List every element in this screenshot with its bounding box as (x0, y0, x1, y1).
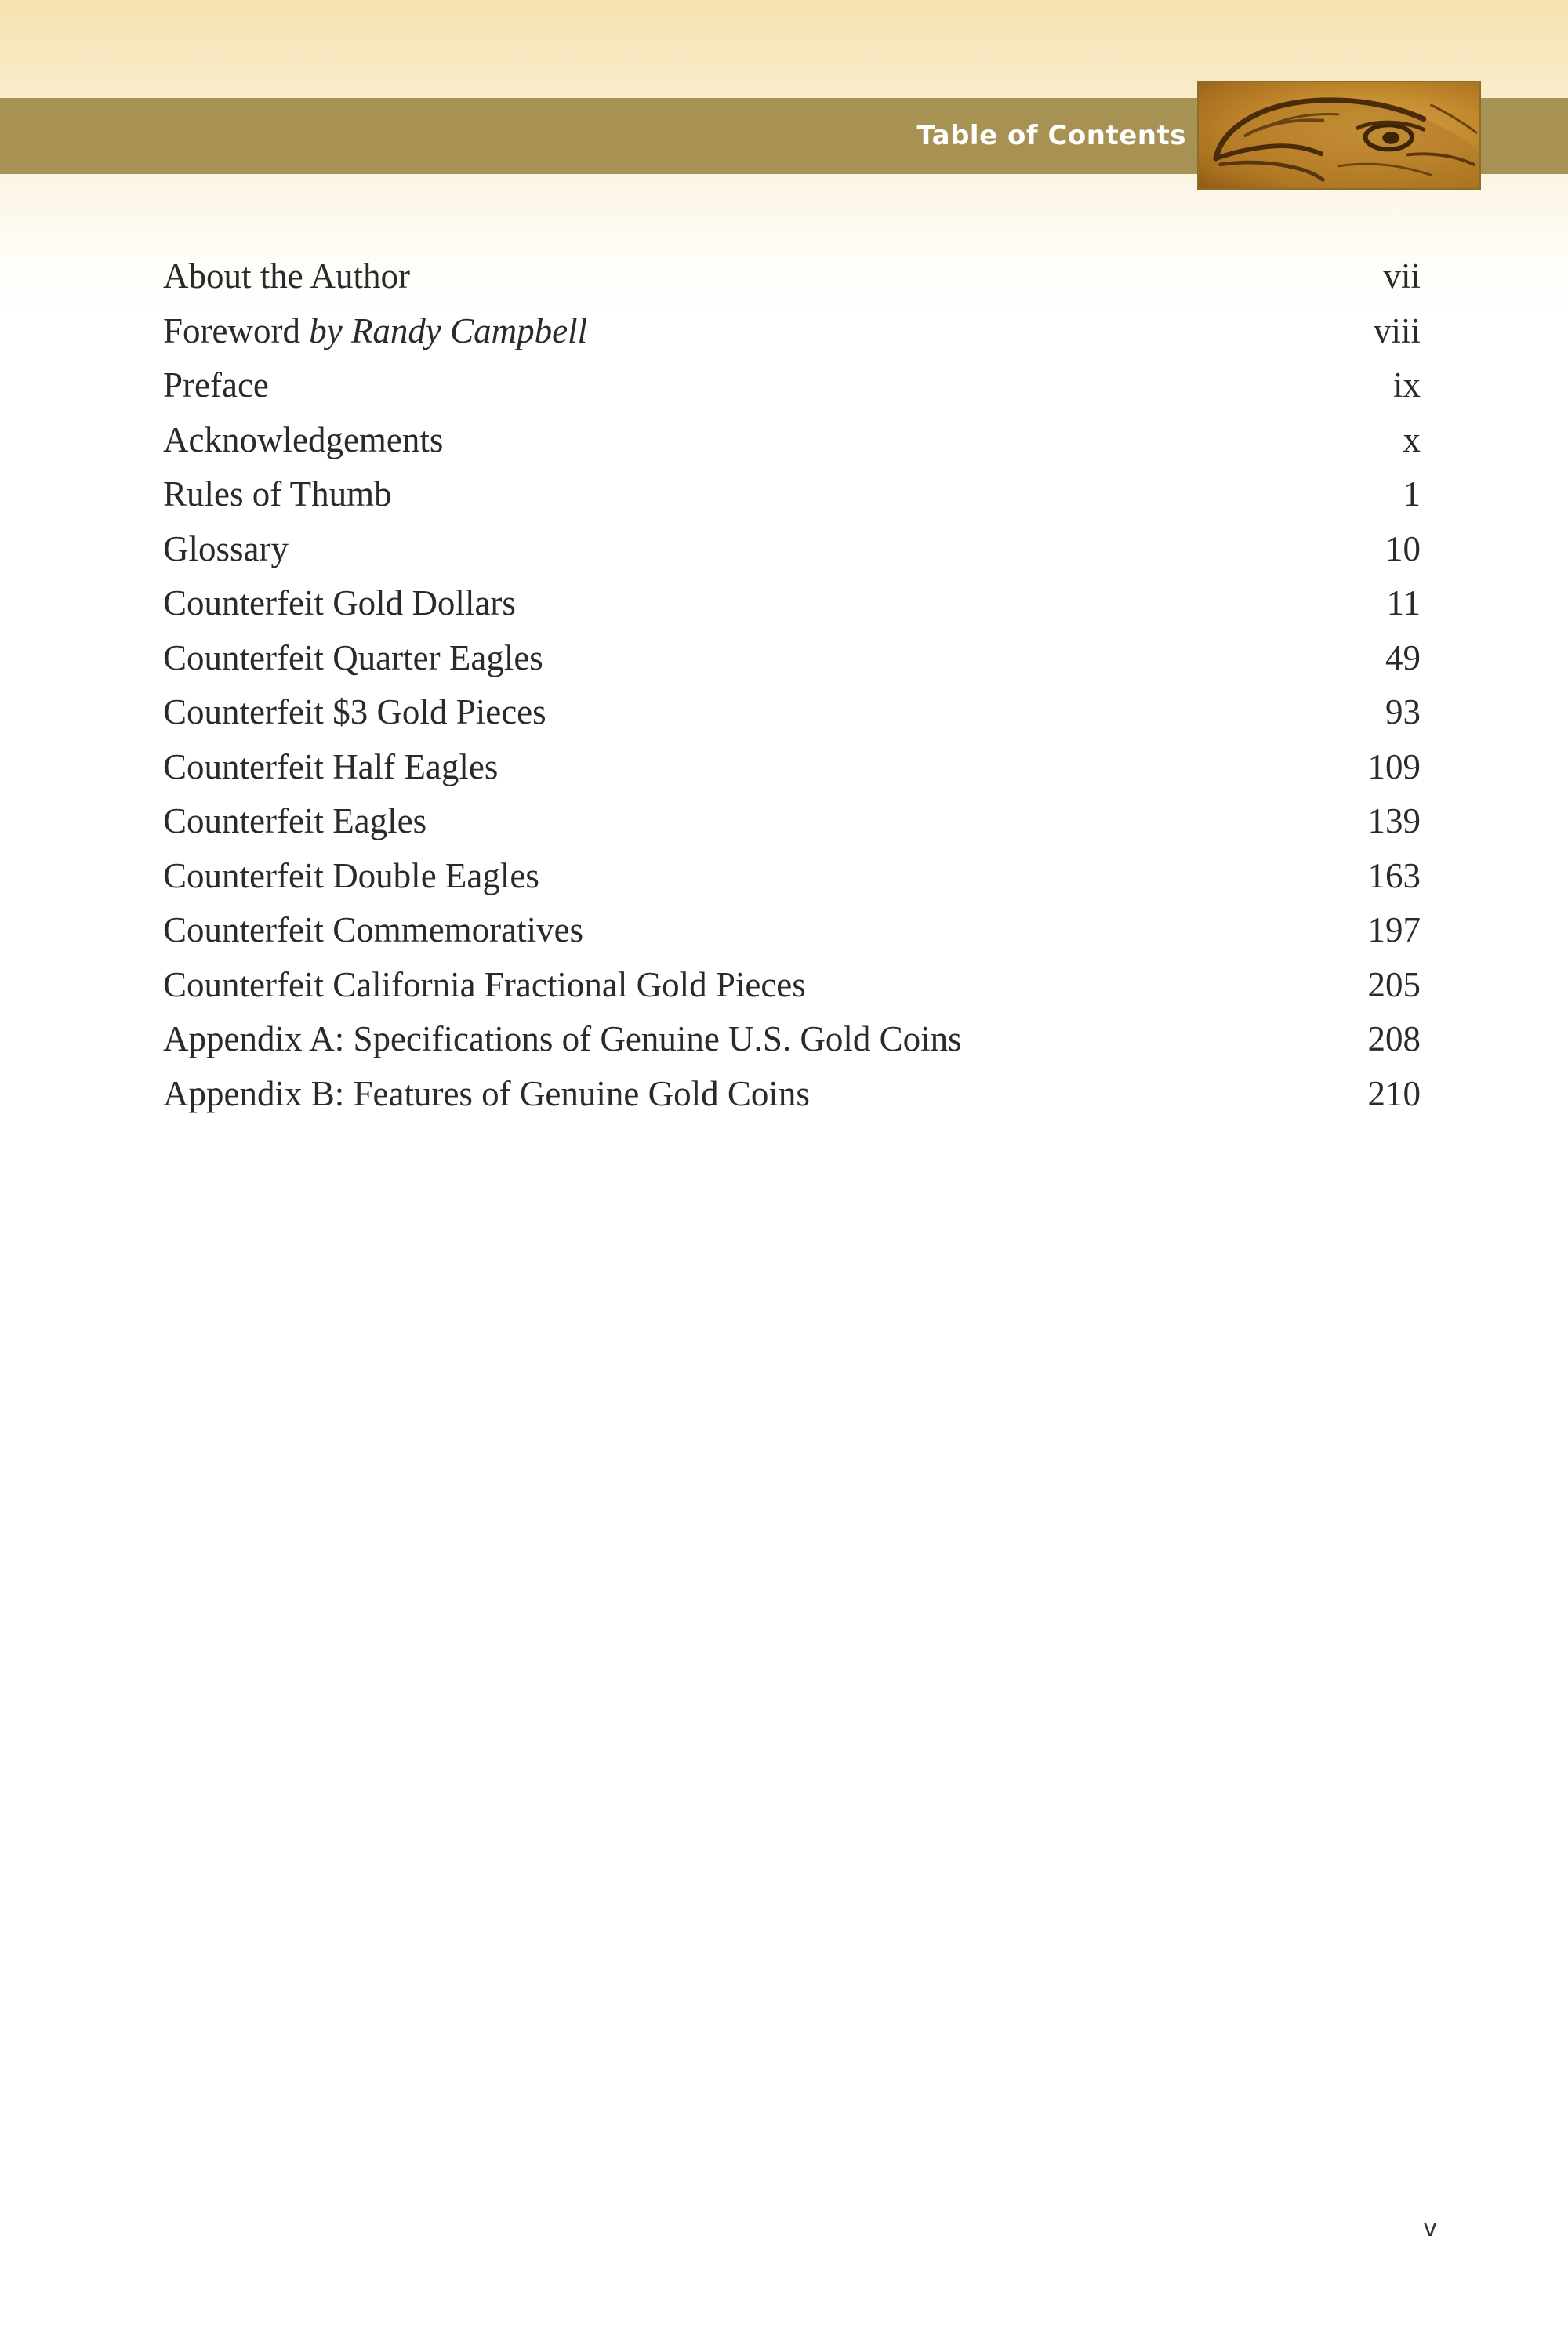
toc-entry-page-number: 139 (1367, 801, 1421, 840)
toc-entry-page-number: 205 (1367, 964, 1421, 1004)
toc-entry-label: Appendix B: Features of Genuine Gold Coins (163, 1073, 810, 1113)
toc-entry[interactable] (163, 849, 1421, 904)
toc-entry-label: Foreword (163, 310, 300, 350)
toc-entry-label: Counterfeit Commemoratives (163, 910, 584, 949)
toc-entry[interactable] (163, 1012, 1421, 1067)
toc-entry[interactable] (163, 413, 1421, 468)
toc-entry-page-number: 49 (1385, 637, 1421, 677)
toc-entry-label: Counterfeit Double Eagles (163, 855, 539, 895)
toc-entry-page-number: 208 (1367, 1019, 1421, 1058)
toc-entry-title (163, 740, 498, 795)
toc-entry-label: Counterfeit Half Eagles (163, 746, 499, 786)
toc-entry[interactable] (163, 794, 1421, 849)
toc-entry[interactable] (163, 358, 1421, 413)
section-title: Table of Contents (916, 120, 1186, 151)
toc-entry-label: Counterfeit California Fractional Gold Pieces (163, 964, 806, 1004)
toc-entry-page-number: 163 (1367, 855, 1421, 895)
toc-entry-title (163, 794, 426, 849)
toc-entry[interactable] (163, 304, 1421, 359)
toc-entry-page-number: 11 (1386, 583, 1421, 622)
toc-entry[interactable] (163, 249, 1421, 304)
toc-entry-label: Counterfeit $3 Gold Pieces (163, 692, 546, 731)
toc-entry-label: Glossary (163, 528, 289, 568)
toc-entry-page-number: vii (1383, 256, 1421, 296)
toc-entry-page-number: 10 (1385, 528, 1421, 568)
eagle-head-icon (1197, 81, 1481, 190)
toc-entry-title (163, 304, 587, 359)
toc-entry-title (163, 1067, 810, 1122)
toc-entry-page-number: 210 (1367, 1073, 1421, 1113)
toc-entry[interactable] (163, 740, 1421, 795)
toc-entry-label: Rules of Thumb (163, 474, 392, 514)
toc-entry-label: About the Author (163, 256, 410, 296)
toc-entry-label: Counterfeit Quarter Eagles (163, 637, 543, 677)
toc-entry-title (163, 522, 289, 577)
toc-entry-page-number: 109 (1367, 746, 1421, 786)
toc-entry-title (163, 467, 392, 522)
toc-entry-title (163, 903, 583, 958)
toc-entry-label: Appendix A: Specifications of Genuine U.S. Gold Coins (163, 1019, 962, 1058)
page-number: v (1423, 2215, 1437, 2242)
toc-entry[interactable] (163, 958, 1421, 1013)
toc-entry-title (163, 249, 410, 304)
toc-entry-title (163, 576, 516, 631)
toc-entry-title (163, 958, 806, 1013)
toc-entry-label: Acknowledgements (163, 419, 444, 459)
toc-entry[interactable] (163, 576, 1421, 631)
toc-entry[interactable] (163, 522, 1421, 577)
toc-entry[interactable] (163, 685, 1421, 740)
table-of-contents (163, 249, 1421, 1121)
toc-entry-title (163, 413, 443, 468)
toc-entry-title (163, 1012, 962, 1067)
toc-entry[interactable] (163, 467, 1421, 522)
toc-entry-page-number: viii (1373, 310, 1421, 350)
toc-entry-title (163, 358, 269, 413)
toc-entry[interactable] (163, 631, 1421, 686)
toc-entry-page-number: ix (1392, 365, 1421, 405)
toc-entry-page-number: x (1403, 419, 1421, 459)
toc-entry[interactable] (163, 1067, 1421, 1122)
toc-entry-page-number: 1 (1403, 474, 1421, 514)
toc-entry[interactable] (163, 903, 1421, 958)
toc-entry-label: Counterfeit Gold Dollars (163, 583, 516, 622)
toc-entry-page-number: 197 (1367, 910, 1421, 949)
toc-entry-title (163, 849, 539, 904)
toc-entry-label: Counterfeit Eagles (163, 801, 427, 840)
toc-entry-byline: by Randy Campbell (309, 310, 588, 350)
toc-entry-title (163, 631, 543, 686)
toc-entry-page-number: 93 (1385, 692, 1421, 731)
toc-entry-label: Preface (163, 365, 269, 405)
toc-entry-title (163, 685, 546, 740)
